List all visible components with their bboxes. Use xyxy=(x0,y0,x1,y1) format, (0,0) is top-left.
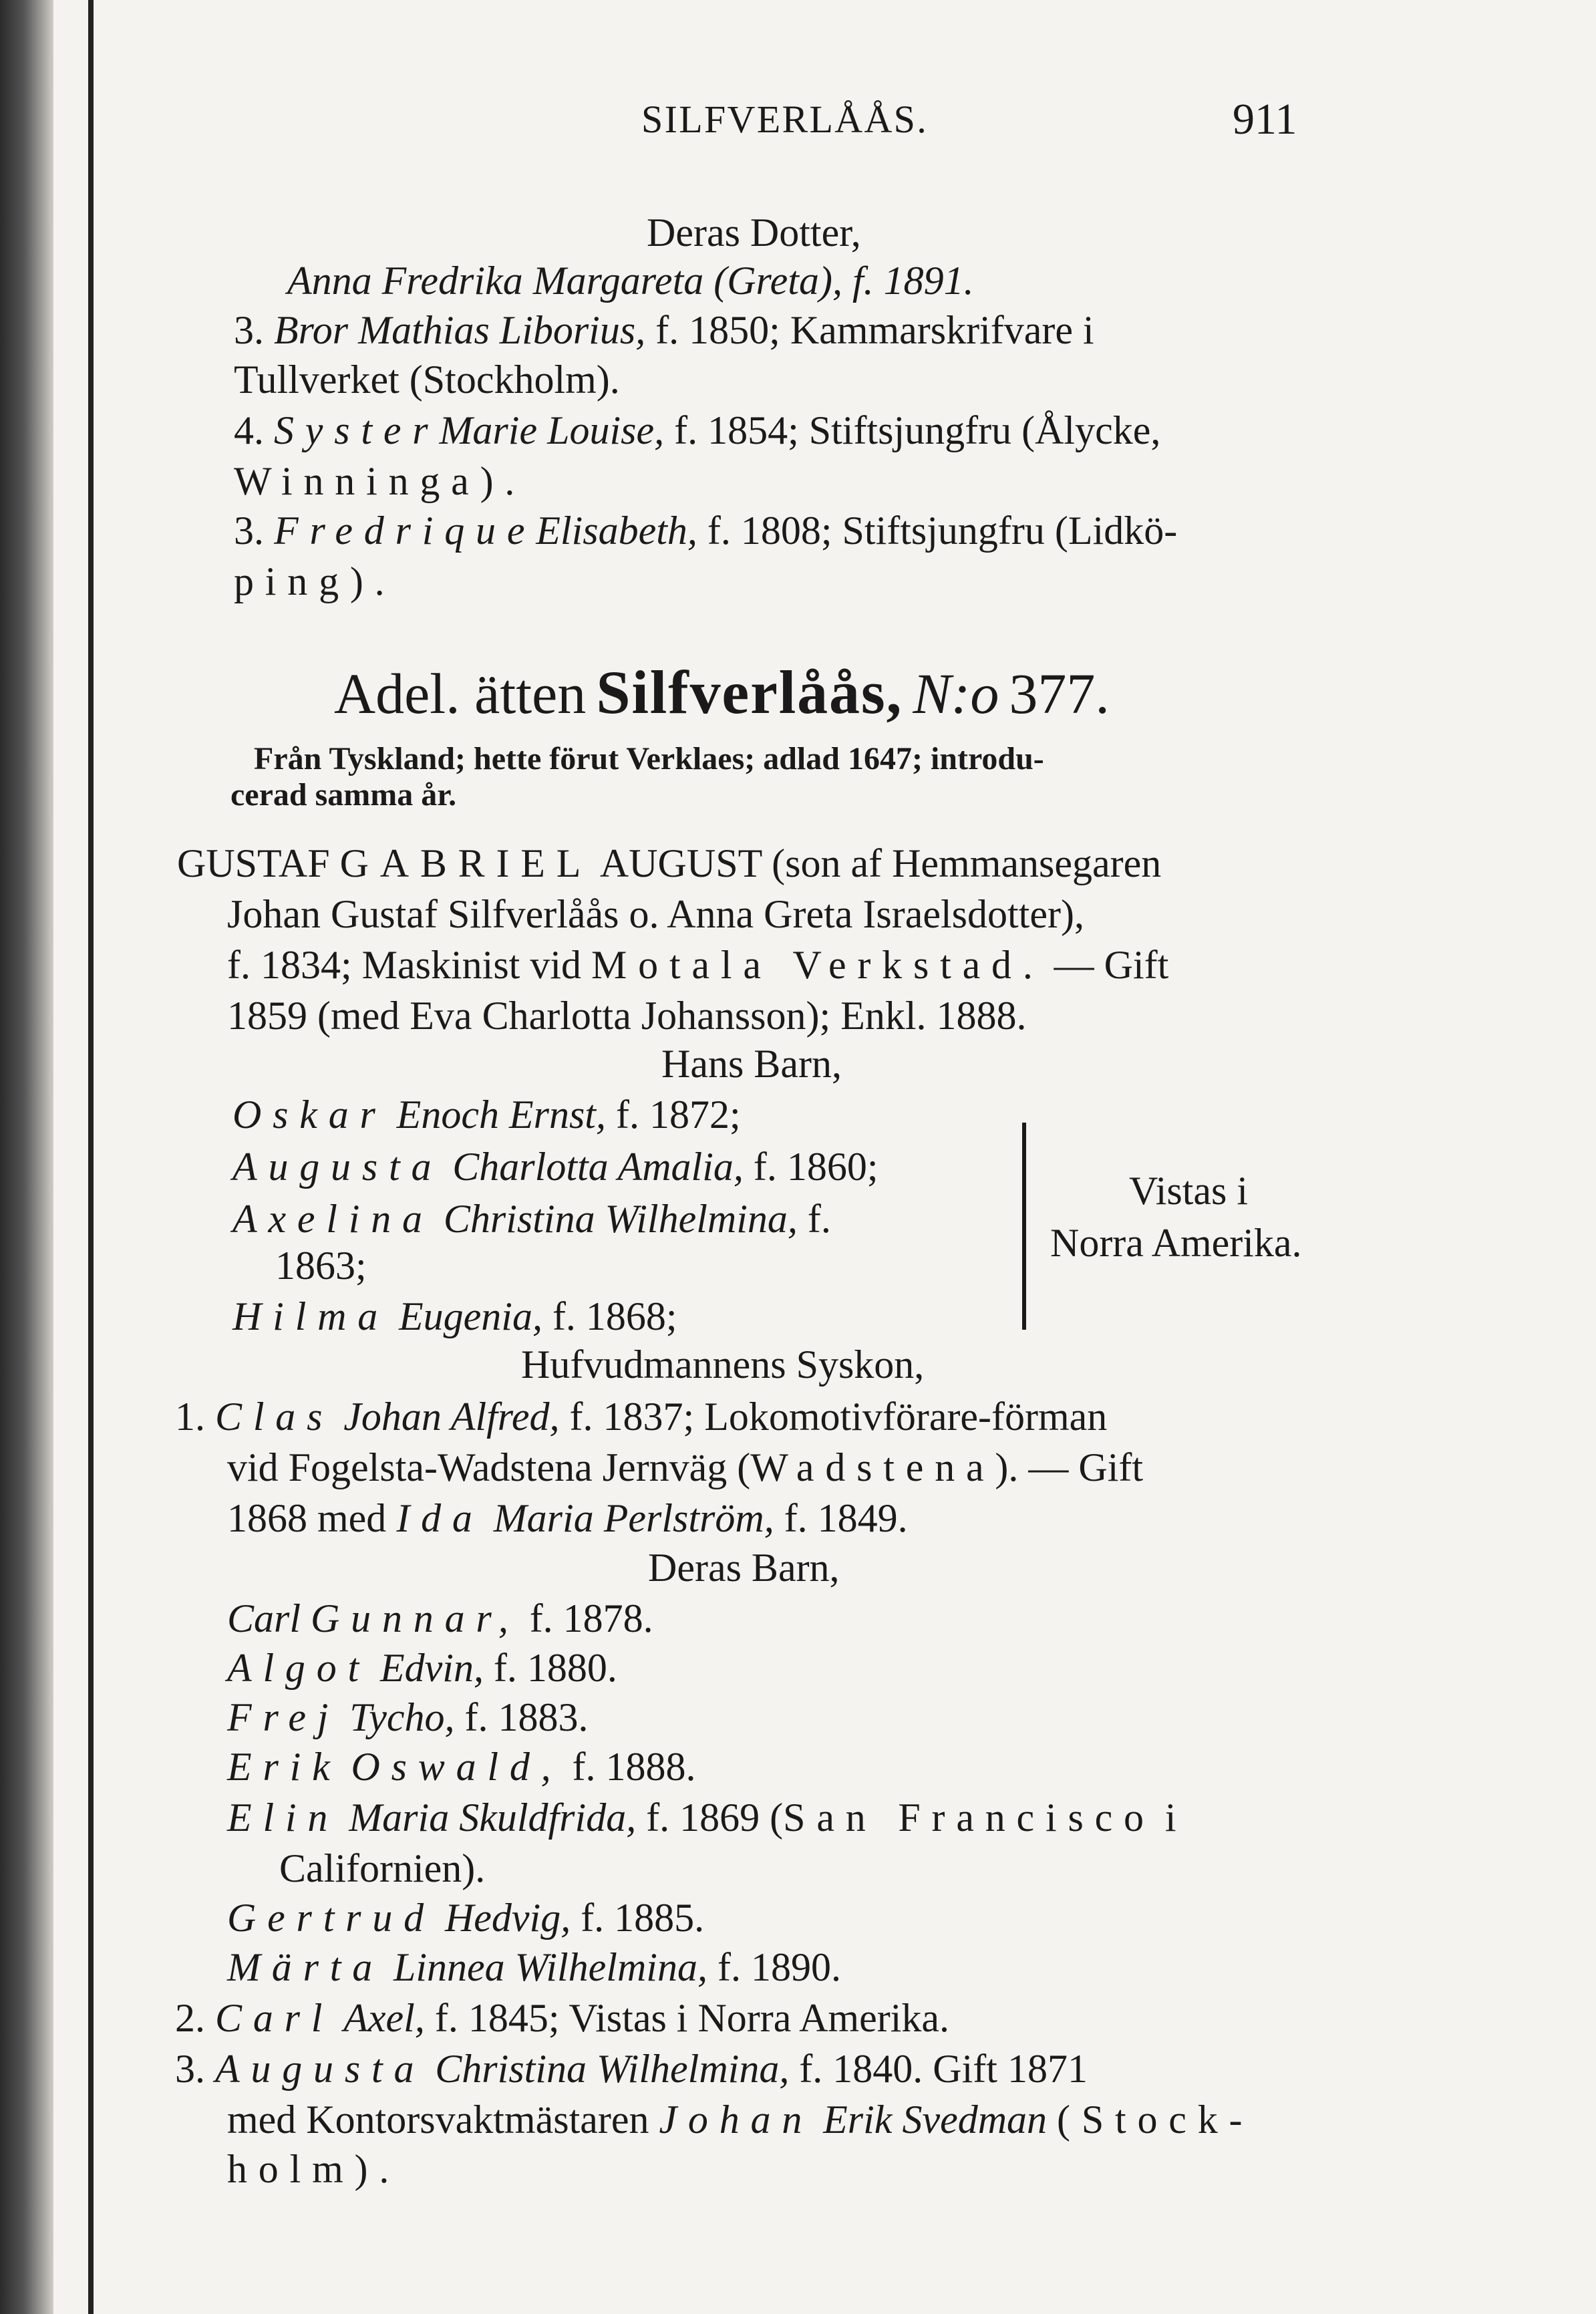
text-line: Carl Gunnar, f. 1878. xyxy=(227,1596,653,1640)
text-line: Frej Tycho, f. 1883. xyxy=(227,1695,589,1739)
text-line: GUSTAF GABRIEL AUGUST (son af Hemmansegaren xyxy=(177,841,1162,885)
text-line: Axelina Christina Wilhelmina, f. xyxy=(232,1197,831,1241)
running-header: SILFVERLÅÅS. xyxy=(641,98,929,141)
text-line: Algot Edvin, f. 1880. xyxy=(227,1646,617,1690)
section-intro: cerad samma år. xyxy=(230,777,457,813)
text-line: Tullverket (Stockholm). xyxy=(234,357,620,402)
text-line: Deras Barn, xyxy=(648,1546,840,1590)
text-line: Märta Linnea Wilhelmina, f. 1890. xyxy=(227,1945,841,1989)
text-line: Hufvudmannens Syskon, xyxy=(521,1342,925,1387)
text-line: Deras Dotter, xyxy=(647,210,861,255)
text-line: Hilma Eugenia, f. 1868; xyxy=(232,1294,677,1338)
text-line: 4. SysterMarie Louise, f. 1854; Stiftsjungfru (Ålycke, xyxy=(234,408,1161,452)
text-line: Hans Barn, xyxy=(661,1042,842,1086)
page-binding-line xyxy=(88,0,94,2314)
text-line: 1859 (med Eva Charlotta Johansson); Enkl. 1888. xyxy=(227,994,1027,1038)
text-line: Erik Oswald, f. 1888. xyxy=(227,1745,696,1789)
text-line: 3. Bror Mathias Liborius, f. 1850; Kammarskrifvare i xyxy=(234,308,1094,352)
text-line: Johan Gustaf Silfverlåås o. Anna Greta Israelsdotter), xyxy=(227,892,1084,936)
text-line: holm). xyxy=(227,2147,401,2191)
page-number: 911 xyxy=(1233,95,1297,144)
text-line: med Kontorsvaktmästaren Johan Erik Svedman (Stock- xyxy=(227,2098,1254,2142)
text-line: Augusta Charlotta Amalia, f. 1860; xyxy=(232,1145,879,1189)
text-line: Oskar Enoch Ernst, f. 1872; xyxy=(232,1093,741,1137)
text-line: 1. Clas Johan Alfred, f. 1837; Lokomotivförare-förman xyxy=(175,1395,1108,1439)
text-line: 2. Carl Axel, f. 1845; Vistas i Norra Amerika. xyxy=(175,1996,949,2040)
text-line: f. 1834; Maskinist vid Motala Verkstad. — Gift xyxy=(227,943,1169,987)
text-line: Gertrud Hedvig, f. 1885. xyxy=(227,1896,705,1940)
text-line: Elin Maria Skuldfrida, f. 1869 (San Francisco i xyxy=(227,1795,1176,1840)
text-line: Vistas i xyxy=(1129,1169,1249,1213)
text-line: ping). xyxy=(234,559,396,603)
text-line: 3. FredriqueElisabeth, f. 1808; Stiftsjungfru (Lidkö- xyxy=(234,509,1178,553)
section-title: Adel. ätten Silfverlåås, N:o 377. xyxy=(334,658,1110,726)
text-line: 3. Augusta Christina Wilhelmina, f. 1840. Gift 1871 xyxy=(175,2047,1088,2091)
grouping-brace xyxy=(1022,1123,1026,1330)
text-line: 1868 med Ida Maria Perlström, f. 1849. xyxy=(227,1496,908,1540)
text-line: Anna Fredrika Margareta (Greta), f. 1891. xyxy=(287,259,974,303)
text-line: vid Fogelsta-Wadstena Jernväg (Wadstena). — Gift xyxy=(227,1445,1144,1489)
page-binding-shadow xyxy=(0,0,53,2314)
text-line: Winninga). xyxy=(234,459,526,503)
text-line: 1863; xyxy=(275,1244,367,1288)
text-line: Norra Amerika. xyxy=(1050,1221,1302,1265)
text-line: Californien). xyxy=(279,1846,486,1890)
section-intro: Från Tyskland; hette förut Verklaes; adlad 1647; introdu- xyxy=(254,741,1044,776)
